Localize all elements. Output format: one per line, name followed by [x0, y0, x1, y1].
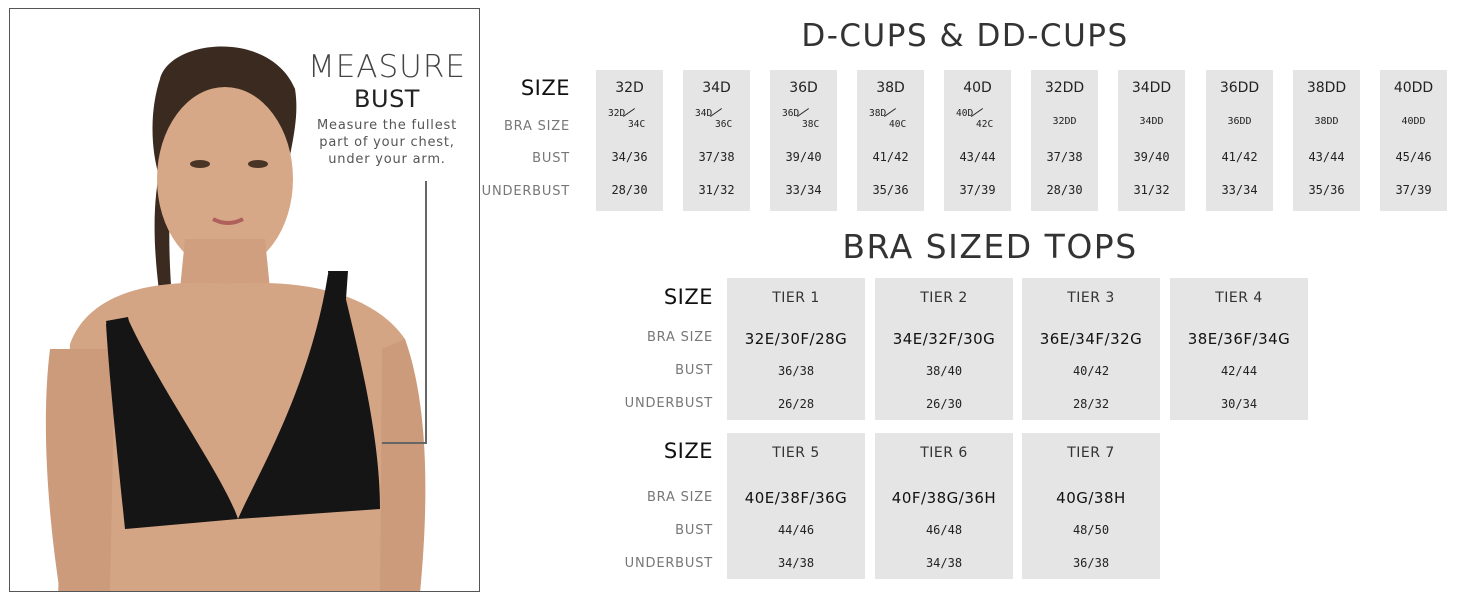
bra-sized-tops-title: BRA SIZED TOPS	[842, 227, 1138, 266]
dcup-column	[857, 70, 924, 211]
ddcup-column	[1206, 70, 1273, 211]
tier-bra-size: 34E/32F/30G	[892, 330, 996, 348]
tier-bust: 44/46	[777, 523, 815, 537]
ddcup-underbust: 28/30	[1046, 183, 1083, 197]
dcup-size: 36D	[789, 80, 818, 96]
tier-card	[727, 278, 865, 420]
dcup-bra-top: 32D	[608, 108, 626, 119]
tier-bra-size: 40E/38F/36G	[744, 489, 848, 507]
tier-card	[1022, 278, 1160, 420]
dcups-size-label: SIZE	[520, 76, 570, 100]
dcup-bra-size	[857, 108, 924, 130]
tier-card	[875, 433, 1013, 579]
ddcup-column	[1380, 70, 1447, 211]
dcup-size: 32D	[615, 80, 644, 96]
ddcup-underbust: 35/36	[1308, 183, 1345, 197]
dcup-bra-top: 36D	[782, 108, 800, 119]
tier-bust: 46/48	[925, 523, 963, 537]
ddcup-bust: 41/42	[1221, 150, 1258, 164]
ddcup-size: 36DD	[1219, 80, 1260, 96]
tier-underbust: 34/38	[777, 556, 815, 570]
dcup-column	[770, 70, 837, 211]
tier-underbust: 34/38	[925, 556, 963, 570]
tier-name: TIER 2	[920, 290, 968, 306]
dcup-bra-bottom: 36C	[715, 119, 733, 130]
tier-card	[727, 433, 865, 579]
dcup-bra-bottom: 38C	[802, 119, 820, 130]
tier-name: TIER 6	[920, 445, 968, 461]
tier-underbust: 28/32	[1072, 397, 1110, 411]
tier-bra-size: 38E/36F/34G	[1187, 330, 1291, 348]
ddcup-size: 32DD	[1044, 80, 1085, 96]
ddcup-bust: 45/46	[1395, 150, 1432, 164]
tiers-size-label: SIZE	[663, 439, 713, 463]
ddcup-underbust: 33/34	[1221, 183, 1258, 197]
dcup-bra-size	[770, 108, 837, 130]
tiers-bust-label: BUST	[675, 363, 713, 378]
tiers-bra-size-label: BRA SIZE	[646, 330, 713, 345]
dcups-title: D-CUPS & DD-CUPS	[801, 18, 1129, 54]
ddcup-underbust: 31/32	[1133, 183, 1170, 197]
tier-name: TIER 1	[772, 290, 820, 306]
tier-bra-size: 40F/38G/36H	[891, 489, 997, 507]
dcup-bra-size	[596, 108, 663, 130]
dcup-bust: 37/38	[698, 150, 735, 164]
tiers-bust-label: BUST	[675, 523, 713, 538]
tier-bust: 38/40	[925, 364, 963, 378]
tier-name: TIER 7	[1067, 445, 1115, 461]
tier-underbust: 30/34	[1220, 397, 1258, 411]
dcup-underbust: 28/30	[611, 183, 648, 197]
measure-title: MEASURE	[307, 49, 467, 85]
ddcup-size: 40DD	[1393, 80, 1434, 96]
tiers-size-label: SIZE	[663, 285, 713, 309]
dcups-bust-label: BUST	[532, 151, 570, 166]
tier-name: TIER 5	[772, 445, 820, 461]
dcup-underbust: 33/34	[785, 183, 822, 197]
dcups-bra-size-label: BRA SIZE	[503, 119, 570, 134]
tier-underbust: 36/38	[1072, 556, 1110, 570]
tier-bra-size: 32E/30F/28G	[744, 330, 848, 348]
dcup-column	[944, 70, 1011, 211]
dcup-bra-bottom: 42C	[976, 119, 994, 130]
dcup-size: 38D	[876, 80, 905, 96]
ddcup-bra-size: 38DD	[1314, 116, 1339, 127]
ddcup-size: 38DD	[1306, 80, 1347, 96]
model-photo-panel	[9, 8, 480, 592]
dcup-bust: 41/42	[872, 150, 909, 164]
dcup-bra-top: 40D	[956, 108, 974, 119]
tier-underbust: 26/28	[777, 397, 815, 411]
ddcup-column	[1118, 70, 1185, 211]
guide-line-vertical	[425, 181, 427, 443]
dcup-bust: 34/36	[611, 150, 648, 164]
dcup-size: 34D	[702, 80, 731, 96]
ddcup-bust: 37/38	[1046, 150, 1083, 164]
ddcup-bra-size: 36DD	[1227, 116, 1252, 127]
ddcup-column	[1031, 70, 1098, 211]
tiers-underbust-label: UNDERBUST	[624, 556, 713, 571]
guide-line-horizontal	[382, 442, 427, 444]
dcups-underbust-label: UNDERBUST	[481, 184, 570, 199]
ddcup-bust: 43/44	[1308, 150, 1345, 164]
ddcup-bra-size: 32DD	[1052, 116, 1077, 127]
tiers-underbust-label: UNDERBUST	[624, 396, 713, 411]
dcup-underbust: 35/36	[872, 183, 909, 197]
measure-description: Measure the fullest part of your chest, under your arm.	[317, 118, 457, 167]
ddcup-bra-size: 40DD	[1401, 116, 1426, 127]
tier-bra-size: 40G/38H	[1056, 489, 1126, 507]
dcup-bust: 39/40	[785, 150, 822, 164]
dcup-bra-top: 38D	[869, 108, 887, 119]
tier-bust: 40/42	[1072, 364, 1110, 378]
measure-subtitle: BUST	[354, 85, 420, 113]
ddcup-bra-size: 34DD	[1139, 116, 1164, 127]
ddcup-underbust: 37/39	[1395, 183, 1432, 197]
ddcup-size: 34DD	[1131, 80, 1172, 96]
tier-card	[1170, 278, 1308, 420]
ddcup-column	[1293, 70, 1360, 211]
ddcup-bust: 39/40	[1133, 150, 1170, 164]
dcup-column	[596, 70, 663, 211]
tier-card	[1022, 433, 1160, 579]
dcup-underbust: 37/39	[959, 183, 996, 197]
tier-bust: 36/38	[777, 364, 815, 378]
tier-bra-size: 36E/34F/32G	[1039, 330, 1143, 348]
tiers-bra-size-label: BRA SIZE	[646, 490, 713, 505]
dcup-bra-bottom: 40C	[889, 119, 907, 130]
tier-card	[875, 278, 1013, 420]
tier-underbust: 26/30	[925, 397, 963, 411]
tier-name: TIER 4	[1215, 290, 1263, 306]
dcup-underbust: 31/32	[698, 183, 735, 197]
dcup-bra-top: 34D	[695, 108, 713, 119]
tier-bust: 42/44	[1220, 364, 1258, 378]
dcup-bust: 43/44	[959, 150, 996, 164]
dcup-bra-size	[683, 108, 750, 130]
tier-name: TIER 3	[1067, 290, 1115, 306]
dcup-size: 40D	[963, 80, 992, 96]
tier-bust: 48/50	[1072, 523, 1110, 537]
dcup-column	[683, 70, 750, 211]
dcup-bra-bottom: 34C	[628, 119, 646, 130]
dcup-bra-size	[944, 108, 1011, 130]
